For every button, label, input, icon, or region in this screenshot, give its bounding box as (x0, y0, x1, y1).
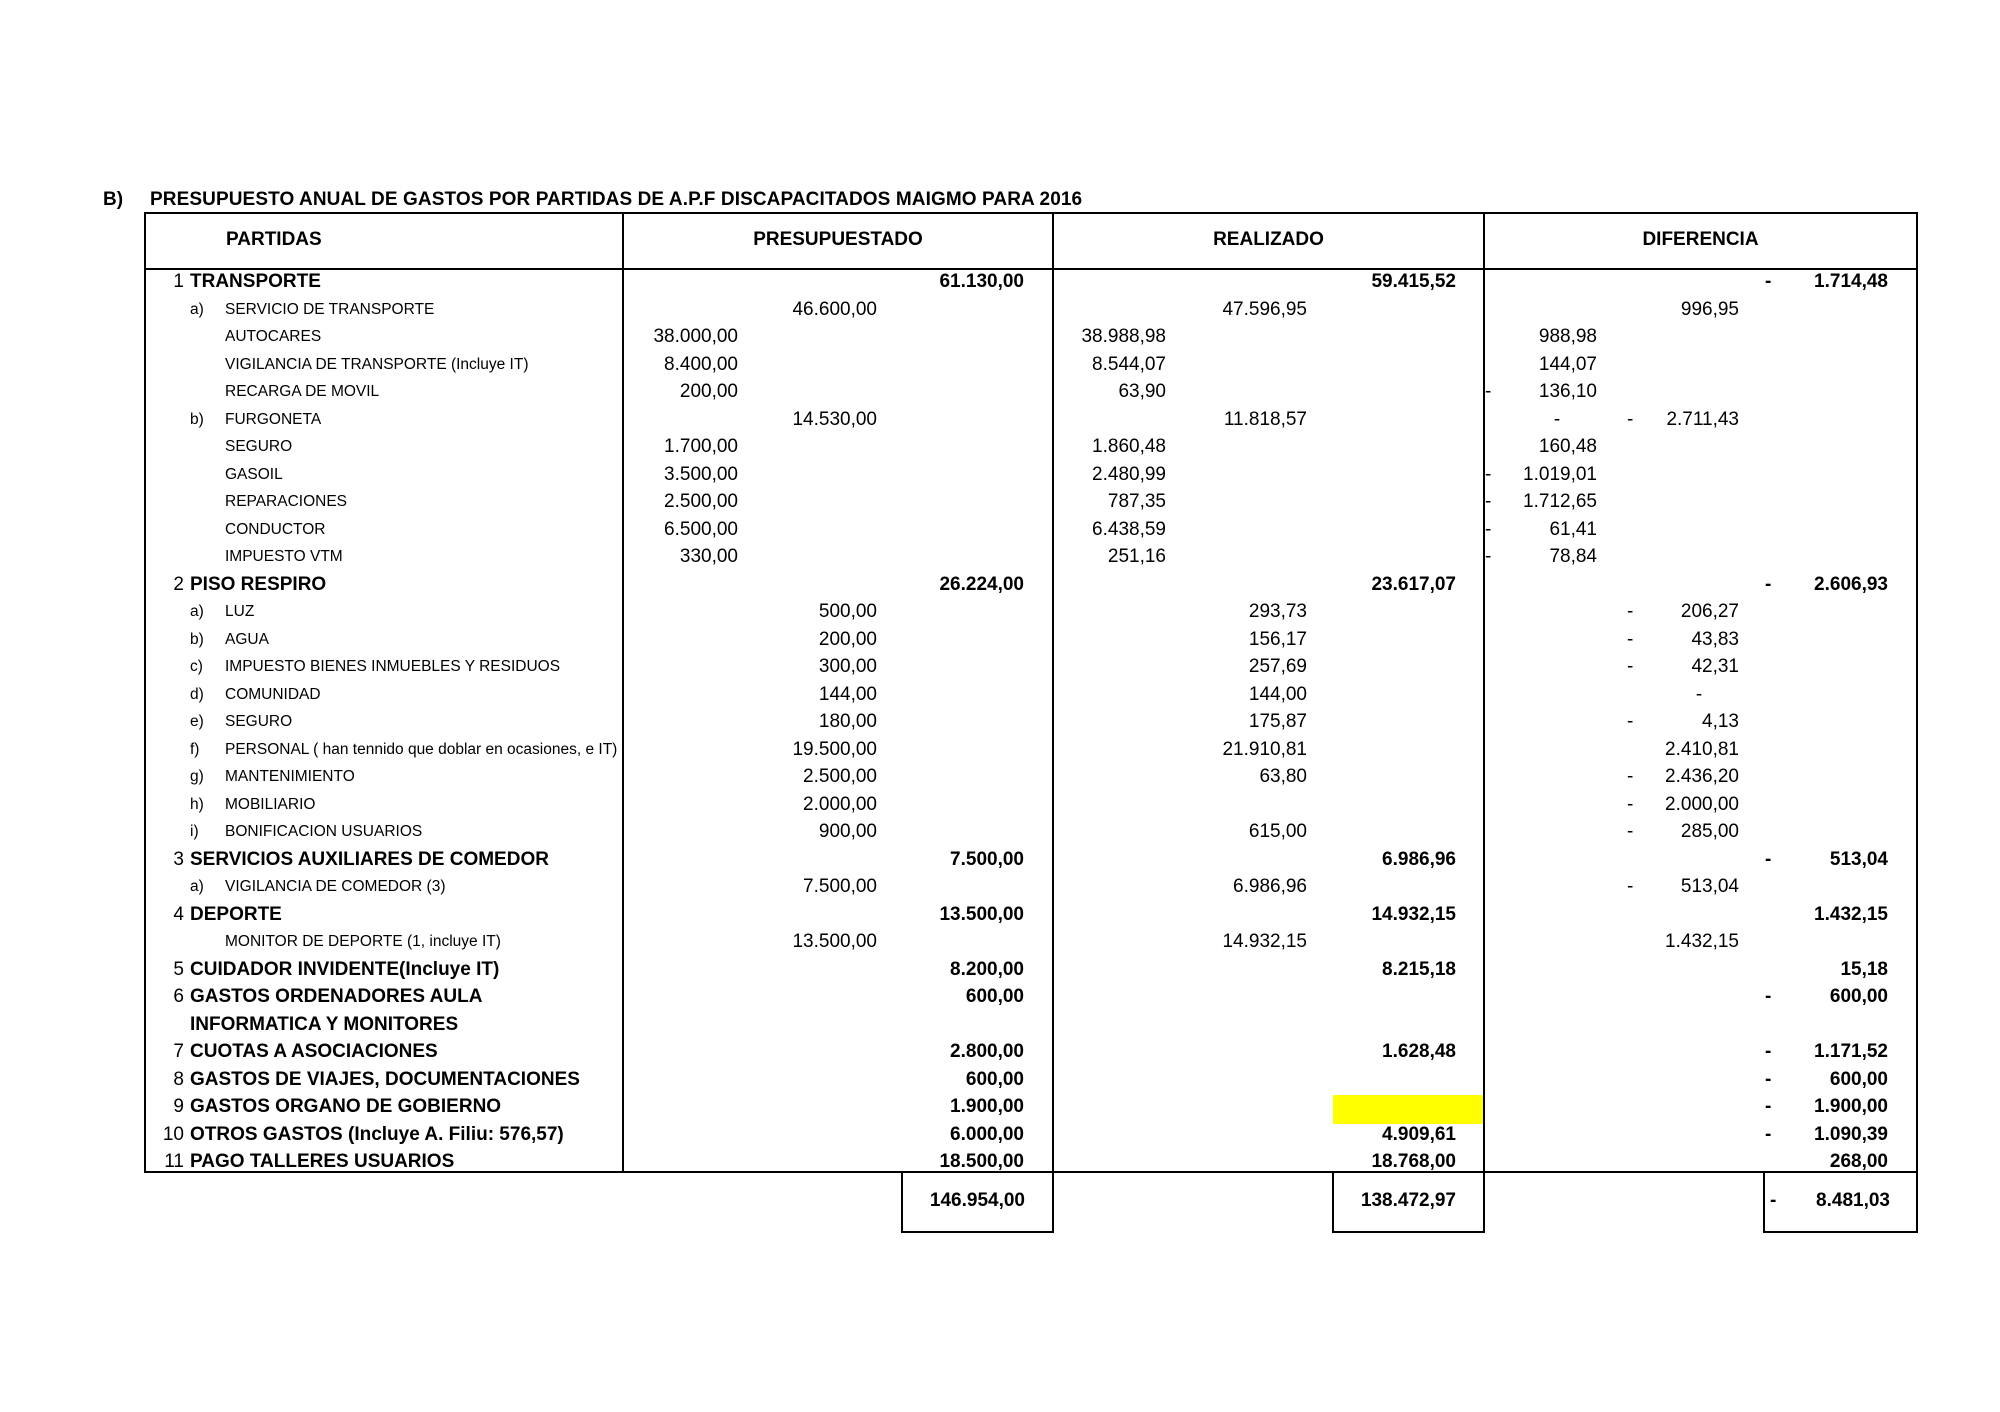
total-box-bottom-d (1763, 1231, 1918, 1233)
cell-d3: 1.714,48 (1814, 271, 1888, 292)
row-label: CUOTAS A ASOCIACIONES (190, 1041, 438, 1062)
negative-sign: - (1627, 711, 1634, 732)
row-letter: a) (190, 300, 204, 318)
cell-d2: 285,00 (1680, 821, 1739, 842)
negative-sign: - (1627, 821, 1634, 842)
cell-d2: 996,95 (1680, 298, 1739, 320)
cell-d1: 78,84 (1549, 546, 1597, 567)
header-diferencia: DIFERENCIA (1642, 229, 1759, 250)
cell-p1: 6.500,00 (664, 518, 738, 540)
cell-d3: 268,00 (1829, 1151, 1888, 1172)
row-label: INFORMATICA Y MONITORES (190, 1013, 459, 1035)
negative-sign: - (1765, 848, 1772, 870)
cell-p1: 2.500,00 (664, 491, 738, 512)
row-label: MOBILIARIO (225, 795, 316, 813)
row-label: GASOIL (225, 465, 283, 483)
row-letter: e) (190, 713, 204, 730)
cell-r2: 11.818,57 (1223, 408, 1307, 430)
row-letter: b) (190, 410, 204, 428)
row-label: CUIDADOR INVIDENTE(Incluye IT) (190, 958, 500, 980)
cell-p3: 1.900,00 (950, 1096, 1024, 1117)
cell-p3: 600,00 (965, 986, 1024, 1007)
row-label: GASTOS DE VIAJES, DOCUMENTACIONES (190, 1068, 580, 1090)
cell-r3: 14.932,15 (1371, 903, 1456, 925)
header-realizado: REALIZADO (1213, 229, 1324, 250)
cell-d1: 988,98 (1538, 326, 1597, 347)
row-number: 8 (173, 1068, 184, 1090)
cell-r1: 251,16 (1107, 546, 1166, 567)
row-letter: a) (190, 603, 204, 620)
cell-p2: 144,00 (818, 683, 877, 705)
row-label: COMUNIDAD (225, 685, 321, 703)
cell-p2: 2.000,00 (803, 793, 877, 815)
cell-d2: 2.410,81 (1665, 738, 1739, 760)
total-box-r-left (1332, 1171, 1334, 1233)
negative-sign: - (1627, 656, 1634, 677)
row-label: PAGO TALLERES USUARIOS (190, 1151, 455, 1172)
row-label: VIGILANCIA DE TRANSPORTE (Incluye IT) (225, 355, 529, 373)
total-diferencia-sign: - (1770, 1190, 1777, 1211)
total-box-p-left (901, 1171, 903, 1233)
highlight-cell (1333, 1095, 1483, 1124)
negative-sign: - (1765, 1096, 1772, 1117)
negative-sign: - (1765, 573, 1772, 595)
row-label: RECARGA DE MOVIL (225, 383, 380, 400)
negative-sign: - (1765, 1123, 1772, 1145)
cell-d3: 513,04 (1829, 848, 1888, 870)
row-label: GASTOS ORDENADORES AULA (190, 986, 483, 1007)
row-letter: b) (190, 630, 204, 648)
cell-p3: 61.130,00 (939, 271, 1024, 292)
row-label: CONDUCTOR (225, 520, 326, 538)
row-label: REPARACIONES (225, 493, 348, 510)
negative-sign: - (1485, 546, 1492, 567)
cell-r1: 2.480,99 (1092, 463, 1166, 485)
row-label: BONIFICACION USUARIOS (225, 823, 423, 840)
row-letter: i) (190, 823, 199, 840)
total-box-bottom-p (901, 1231, 1054, 1233)
row-number: 6 (173, 986, 184, 1007)
cell-r1: 8.544,07 (1092, 353, 1166, 375)
row-label: DEPORTE (190, 903, 282, 925)
cell-r2: 144,00 (1248, 683, 1307, 705)
cell-r1: 38.988,98 (1081, 326, 1166, 347)
cell-p1: 3.500,00 (664, 463, 738, 485)
cell-r1: 1.860,48 (1092, 436, 1166, 457)
total-box-bottom-r (1332, 1231, 1485, 1233)
cell-d3: 15,18 (1840, 958, 1888, 980)
cell-d3: 1.432,15 (1814, 903, 1888, 925)
cell-r3: 23.617,07 (1371, 573, 1456, 595)
cell-r3: 18.768,00 (1371, 1151, 1456, 1172)
row-label: FURGONETA (225, 410, 322, 428)
table-border-top (144, 212, 1918, 214)
cell-r3: 4.909,61 (1382, 1123, 1456, 1145)
row-number: 4 (173, 903, 184, 925)
cell-d2: 513,04 (1680, 876, 1739, 897)
negative-sign: - (1485, 491, 1492, 512)
table-border-left (144, 212, 146, 1172)
cell-d2: 42,31 (1691, 656, 1739, 677)
cell-p2: 300,00 (818, 656, 877, 677)
cell-r2: 47.596,95 (1222, 298, 1307, 320)
cell-d2: 2.436,20 (1665, 766, 1739, 787)
cell-r3: 8.215,18 (1382, 958, 1456, 980)
cell-r1: 63,90 (1118, 381, 1166, 402)
cell-r2: 14.932,15 (1222, 931, 1307, 952)
row-label: GASTOS ORGANO DE GOBIERNO (190, 1096, 502, 1117)
negative-sign: - (1627, 793, 1634, 815)
negative-sign: - (1765, 271, 1772, 292)
cell-p1: 8.400,00 (664, 353, 738, 375)
cell-r2: 21.910,81 (1222, 738, 1307, 760)
row-label: LUZ (225, 603, 255, 620)
total-box-d-left (1763, 1171, 1765, 1233)
row-label: SERVICIO DE TRANSPORTE (225, 300, 435, 318)
cell-p1: 38.000,00 (653, 326, 738, 347)
negative-sign: - (1485, 381, 1492, 402)
cell-p2: 500,00 (818, 601, 877, 622)
cell-d1: - (1553, 408, 1561, 430)
row-label: OTROS GASTOS (Incluye A. Filiu: 576,57) (190, 1123, 564, 1145)
cell-r2: 156,17 (1248, 628, 1307, 650)
row-number: 9 (173, 1096, 184, 1117)
cell-d1: 1.712,65 (1523, 491, 1597, 512)
cell-d2: 2.711,43 (1666, 408, 1739, 430)
negative-sign: - (1765, 1068, 1772, 1090)
cell-r2: 257,69 (1248, 656, 1307, 677)
row-label: MONITOR DE DEPORTE (1, incluye IT) (225, 933, 501, 950)
row-letter: a) (190, 878, 204, 895)
cell-p3: 18.500,00 (939, 1151, 1024, 1172)
cell-d1: 136,10 (1538, 381, 1597, 402)
row-letter: h) (190, 795, 204, 813)
row-letter: f) (190, 740, 200, 758)
row-letter: g) (190, 768, 204, 785)
row-label: AUTOCARES (225, 328, 322, 345)
cell-p3: 8.200,00 (950, 958, 1024, 980)
row-label: TRANSPORTE (190, 271, 321, 292)
row-number: 10 (162, 1123, 184, 1145)
negative-sign: - (1485, 518, 1492, 540)
section-letter: B) (103, 189, 124, 210)
row-label: MANTENIMIENTO (225, 768, 355, 785)
total-diferencia: 8.481,03 (1816, 1190, 1890, 1211)
page-title: PRESUPUESTO ANUAL DE GASTOS POR PARTIDAS DE A.P.F DISCAPACITADOS MAIGMO PARA 2016 (150, 189, 1083, 210)
cell-r2: 615,00 (1248, 821, 1307, 842)
cell-p2: 13.500,00 (792, 931, 877, 952)
row-number: 2 (173, 573, 184, 595)
cell-r1: 787,35 (1107, 491, 1166, 512)
cell-r3: 1.628,48 (1382, 1041, 1456, 1062)
cell-r3: 59.415,52 (1371, 271, 1456, 292)
cell-d3: 2.606,93 (1814, 573, 1888, 595)
cell-p1: 330,00 (679, 546, 738, 567)
header-partidas: PARTIDAS (226, 229, 322, 250)
cell-p3: 26.224,00 (939, 573, 1024, 595)
cell-p3: 2.800,00 (950, 1041, 1024, 1062)
cell-p2: 900,00 (818, 821, 877, 842)
row-number: 11 (164, 1151, 184, 1172)
cell-d2: 1.432,15 (1665, 931, 1739, 952)
row-label: SEGURO (225, 713, 293, 730)
row-label: IMPUESTO BIENES INMUEBLES Y RESIDUOS (225, 658, 561, 675)
cell-d2: 2.000,00 (1665, 793, 1739, 815)
negative-sign: - (1765, 986, 1772, 1007)
table-border-right (1916, 212, 1918, 1233)
cell-r1: 6.438,59 (1092, 518, 1166, 540)
cell-d3: 1.090,39 (1814, 1123, 1888, 1145)
cell-p3: 7.500,00 (950, 848, 1024, 870)
cell-p2: 7.500,00 (803, 876, 877, 897)
row-label: AGUA (225, 630, 269, 648)
row-number: 5 (173, 958, 184, 980)
cell-d3: 1.900,00 (1814, 1096, 1888, 1117)
cell-p3: 13.500,00 (939, 903, 1024, 925)
row-number: 7 (173, 1041, 184, 1062)
cell-d2: 4,13 (1702, 711, 1739, 732)
negative-sign: - (1627, 601, 1634, 622)
cell-r2: 63,80 (1259, 766, 1307, 787)
header-presupuestado: PRESUPUESTADO (753, 229, 923, 250)
cell-p1: 200,00 (679, 381, 738, 402)
negative-sign: - (1627, 876, 1634, 897)
row-label: PISO RESPIRO (190, 573, 327, 595)
total-realizado: 138.472,97 (1360, 1190, 1456, 1211)
cell-p2: 200,00 (818, 628, 877, 650)
row-letter: d) (190, 685, 204, 703)
cell-d1: 160,48 (1538, 436, 1597, 457)
cell-d1: 1.019,01 (1523, 463, 1597, 485)
header-divider (144, 268, 1918, 270)
cell-r2: 175,87 (1248, 711, 1307, 732)
row-label: SERVICIOS AUXILIARES DE COMEDOR (190, 848, 549, 870)
negative-sign: - (1765, 1041, 1772, 1062)
total-presupuestado: 146.954,00 (929, 1190, 1025, 1211)
row-label: IMPUESTO VTM (225, 548, 343, 565)
row-label: SEGURO (225, 438, 293, 455)
cell-p2: 14.530,00 (792, 408, 877, 430)
cell-d1: 144,07 (1538, 353, 1597, 375)
cell-d1: 61,41 (1549, 518, 1597, 540)
cell-d2: - (1695, 683, 1703, 705)
cell-r2: 6.986,96 (1233, 876, 1307, 897)
row-letter: c) (190, 658, 203, 675)
cell-d2: 206,27 (1680, 601, 1739, 622)
cell-p2: 19.500,00 (792, 738, 877, 760)
row-label: VIGILANCIA DE COMEDOR (3) (225, 878, 446, 895)
negative-sign: - (1627, 766, 1634, 787)
cell-d3: 600,00 (1829, 986, 1888, 1007)
cell-p2: 46.600,00 (792, 298, 877, 320)
cell-d2: 43,83 (1691, 628, 1739, 650)
cell-p2: 2.500,00 (803, 766, 877, 787)
negative-sign: - (1485, 463, 1492, 485)
row-number: 3 (173, 848, 184, 870)
cell-p3: 600,00 (965, 1068, 1024, 1090)
cell-d3: 1.171,52 (1814, 1041, 1888, 1062)
cell-p1: 1.700,00 (664, 436, 738, 457)
row-number: 1 (173, 271, 184, 292)
cell-r3: 6.986,96 (1382, 848, 1456, 870)
cell-r2: 293,73 (1248, 601, 1307, 622)
cell-p3: 6.000,00 (950, 1123, 1024, 1145)
cell-p2: 180,00 (818, 711, 877, 732)
cell-d3: 600,00 (1829, 1068, 1888, 1090)
negative-sign: - (1627, 408, 1634, 430)
negative-sign: - (1627, 628, 1634, 650)
row-label: PERSONAL ( han tennido que doblar en ocasiones, e IT) (225, 740, 618, 758)
